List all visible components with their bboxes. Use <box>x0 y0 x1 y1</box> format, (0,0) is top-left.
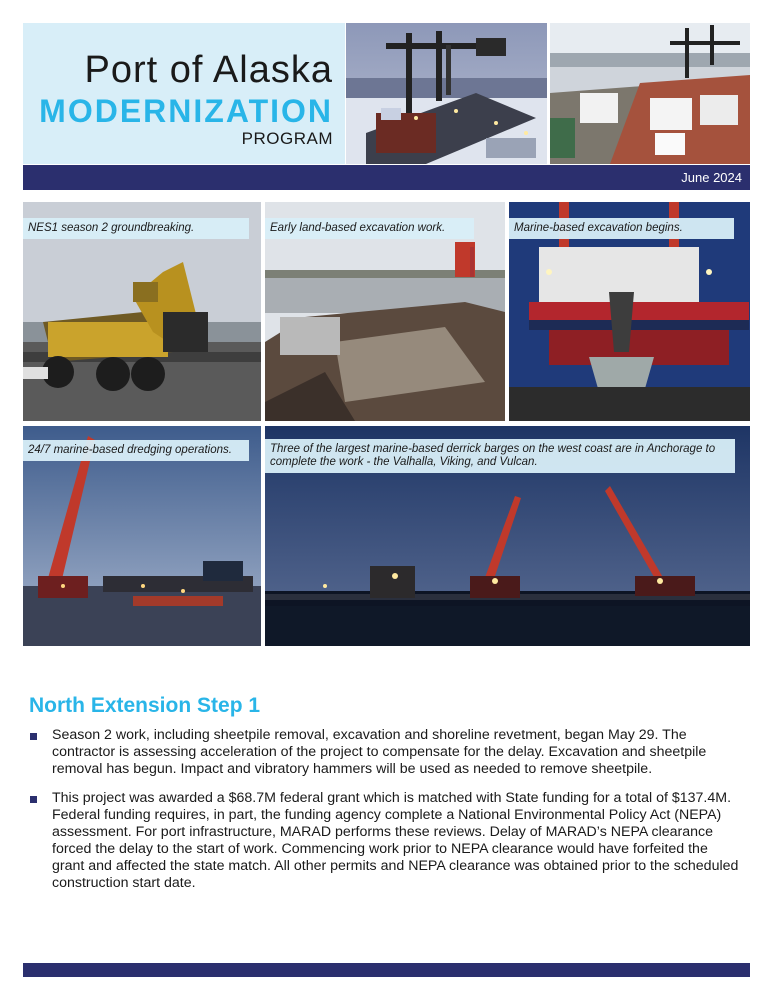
bullet-square-icon <box>30 733 37 740</box>
caption-marine-excavation: Marine-based excavation begins. <box>509 218 734 239</box>
photo-marine-excavation <box>509 202 750 421</box>
bullet-list <box>30 727 742 904</box>
title-box <box>23 23 345 164</box>
caption-groundbreaking: NES1 season 2 groundbreaking. <box>23 218 249 239</box>
photo-groundbreaking <box>23 202 261 421</box>
header-photo-ship-deck <box>550 23 750 164</box>
header-photo-cranes <box>346 23 547 164</box>
photo-land-excavation <box>265 202 505 421</box>
section-heading: North Extension Step 1 <box>29 694 261 717</box>
bullet-text: This project was awarded a $68.7M federal grant which is matched with State funding for a total of $137.4M. Federal funding requires, in part, the funding agency complete a National Environmental Policy Act (NEPA) assessment. For port infrastructure, MARAD performs these reviews. Delay of MARAD’s NEPA clearance forced the delay to the start of work. Commencing work prior to NEPA clearance would have forfeited the grant and affected the state match. All other permits and NEPA clearance was obtained prior to the scheduled construction start date. <box>52 790 739 891</box>
caption-land-excavation: Early land-based excavation work. <box>265 218 474 239</box>
bullet-item <box>30 790 742 892</box>
title-program: PROGRAM <box>241 129 333 148</box>
bullet-text: Season 2 work, including sheetpile removal, excavation and shoreline revetment, began May 29. The contractor is assessing acceleration of the project to compensate for the delay. Excavation and sheetpile removal has begun. Impact and vibratory hammers will be used as needed to remove sheetpile. <box>52 727 707 777</box>
caption-derrick-barges: Three of the largest marine-based derrick barges on the west coast are in Anchorage to complete the work - the Valhalla, Viking, and Vulcan. <box>265 439 735 473</box>
title-modernization: MODERNIZATION <box>39 93 333 129</box>
issue-date: June 2024 <box>681 170 742 185</box>
bullet-square-icon <box>30 796 37 803</box>
bullet-item <box>30 727 742 778</box>
photo-derrick-barges <box>265 426 750 646</box>
caption-dredging: 24/7 marine-based dredging operations. <box>23 440 249 461</box>
header-bar <box>23 165 750 190</box>
photo-dredging <box>23 426 261 646</box>
footer-bar <box>23 963 750 977</box>
title-port-of-alaska: Port of Alaska <box>84 49 333 91</box>
